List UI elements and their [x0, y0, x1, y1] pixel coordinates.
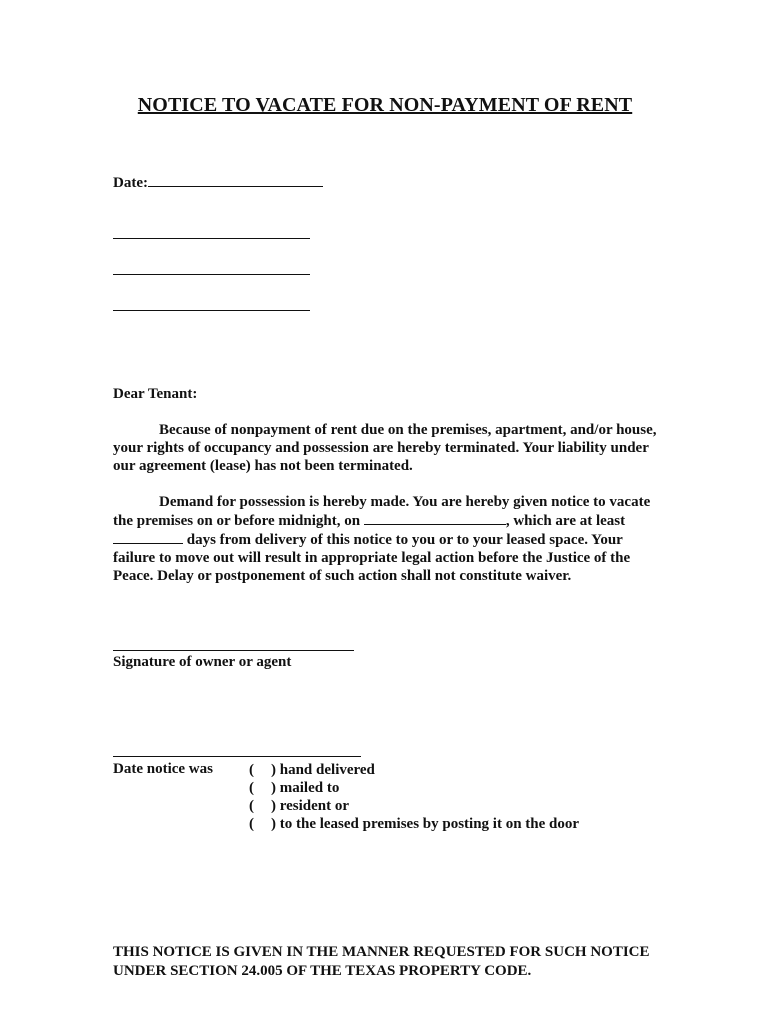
vacate-date-blank[interactable]: [364, 511, 506, 525]
address-line-2[interactable]: [113, 274, 310, 275]
greeting: Dear Tenant:: [113, 386, 198, 402]
delivery-option-posted[interactable]: [249, 815, 579, 833]
option-label: ) to the leased premises by posting it on the door: [271, 816, 580, 832]
delivery-options: [249, 761, 579, 833]
option-label: ) mailed to: [271, 780, 340, 796]
option-paren: (: [249, 816, 254, 832]
paragraph-demand: [113, 493, 658, 585]
delivery-option-hand-delivered[interactable]: [249, 761, 579, 779]
address-line-3[interactable]: [113, 310, 310, 311]
paragraph-termination-text: Because of nonpayment of rent due on the premises, apartment, and/or house, your rights of occupancy and possession are hereby terminated. Your liability under our agreement (lease) has not been terminated.: [113, 422, 657, 474]
days-blank[interactable]: [113, 530, 183, 544]
option-paren: (: [249, 780, 254, 796]
paragraph-demand-text-1: Demand for possession is hereby made. You are hereby given notice to vacate the premises on or before midnight, on: [113, 494, 651, 529]
legal-footer: THIS NOTICE IS GIVEN IN THE MANNER REQUESTED FOR SUCH NOTICE UNDER SECTION 24.005 OF THE TEXAS PROPERTY CODE.: [113, 944, 650, 979]
date-row: [113, 172, 323, 192]
paragraph-termination: [113, 421, 658, 475]
option-label: ) hand delivered: [271, 762, 375, 778]
delivery-option-resident[interactable]: [249, 797, 579, 815]
paragraph-demand-text-2: , which are at least: [505, 513, 626, 529]
signature-label: Signature of owner or agent: [113, 654, 292, 670]
option-paren: (: [249, 762, 254, 778]
paragraph-demand-text-3: days from delivery of this notice to you or to your leased space. Your failure to move out will result in appropriate legal action before the Justice of the Peace. Delay or postponement of such action shall not constitute waiver.: [113, 532, 631, 584]
option-label: ) resident or: [271, 798, 350, 814]
address-line-1[interactable]: [113, 238, 310, 239]
signature-line[interactable]: [113, 650, 354, 651]
document-title: NOTICE TO VACATE FOR NON-PAYMENT OF RENT: [137, 94, 633, 116]
date-label: Date:: [113, 175, 148, 191]
delivery-option-mailed[interactable]: [249, 779, 579, 797]
option-paren: (: [249, 798, 254, 814]
notice-date-line[interactable]: [113, 756, 361, 757]
date-notice-label: Date notice was: [113, 761, 213, 777]
date-blank[interactable]: [148, 172, 323, 187]
